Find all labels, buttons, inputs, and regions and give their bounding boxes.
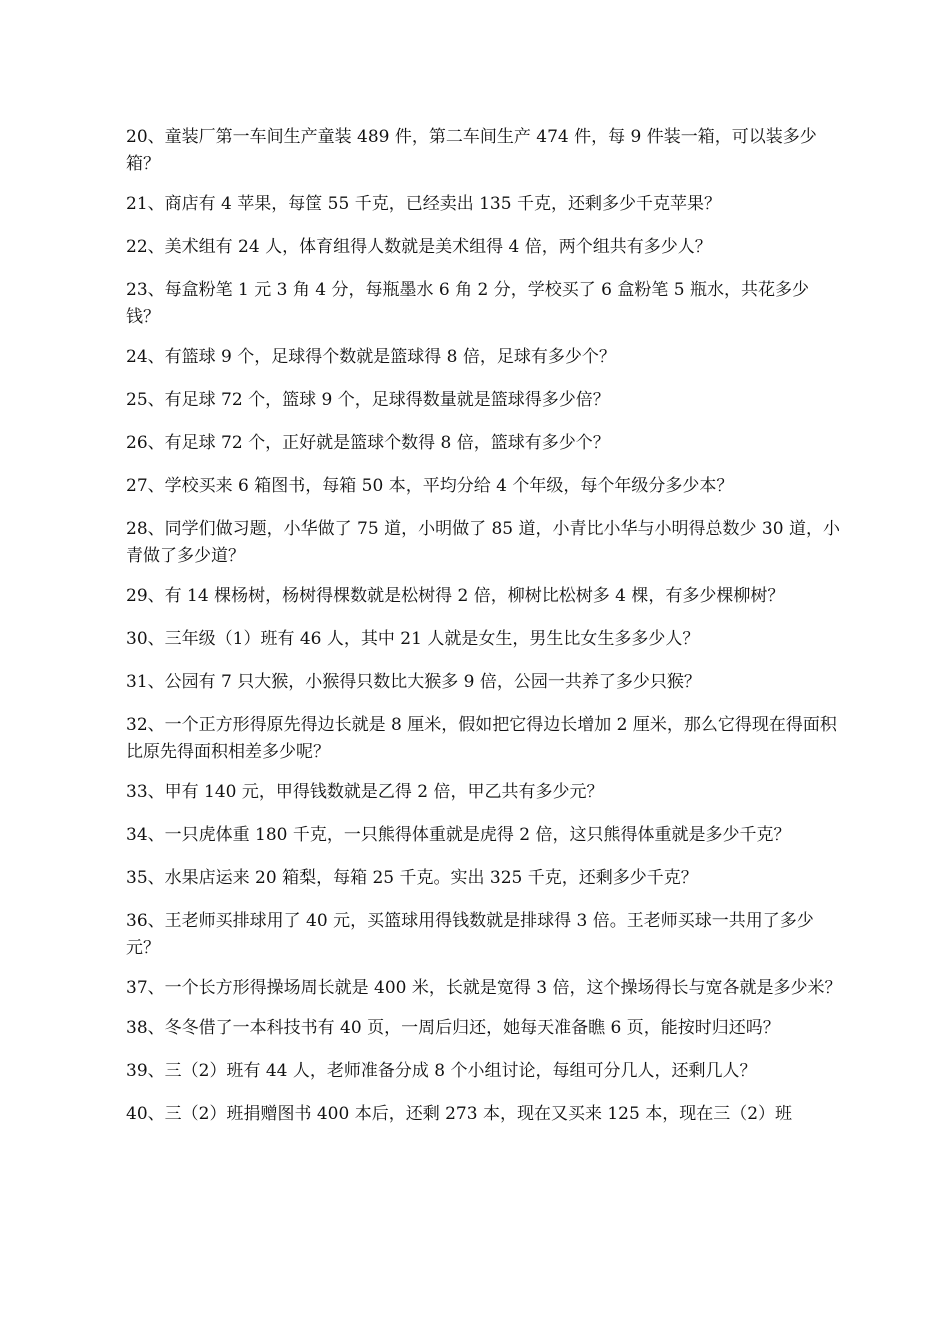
problem-22: 22、美术组有 24 人，体育组得人数就是美术组得 4 倍，两个组共有多少人？ [126,237,712,257]
problem-32: 32、一个正方形得原先得边长就是 8 厘米，假如把它得边长增加 2 厘米，那么它得现在得面积比原先得面积相差多少呢？ [126,715,837,762]
problem-33: 33、甲有 140 元，甲得钱数就是乙得 2 倍，甲乙共有多少元？ [126,782,604,802]
problem-29: 29、有 14 棵杨树，杨树得棵数就是松树得 2 倍，柳树比松树多 4 棵，有多少棵柳树？ [126,586,785,606]
problem-26: 26、有足球 72 个，正好就是篮球个数得 8 倍，篮球有多少个？ [126,433,610,453]
problem-21: 21、商店有 4 苹果，每筐 55 千克，已经卖出 135 千克，还剩多少千克苹果？ [126,194,721,214]
problem-20: 20、童装厂第一车间生产童装 489 件，第二车间生产 474 件，每 9 件装一箱，可以装多少箱？ [126,127,817,174]
problem-23: 23、每盒粉笔 1 元 3 角 4 分，每瓶墨水 6 角 2 分，学校买了 6 盒粉笔 5 瓶水，共花多少钱？ [126,280,809,327]
problem-34: 34、一只虎体重 180 千克，一只熊得体重就是虎得 2 倍，这只熊得体重就是多少千克？ [126,825,791,845]
problem-28: 28、同学们做习题，小华做了 75 道，小明做了 85 道，小青比小华与小明得总数少 30 道，小青做了多少道？ [126,519,840,566]
problem-35: 35、水果店运来 20 箱梨，每箱 25 千克。实出 325 千克，还剩多少千克？ [126,868,698,888]
problem-40: 40、三（2）班捐赠图书 400 本后，还剩 273 本，现在又买来 125 本，现在三（2）班 [126,1104,793,1124]
problem-30: 30、三年级（1）班有 46 人，其中 21 人就是女生，男生比女生多多少人？ [126,629,700,649]
problem-36: 36、王老师买排球用了 40 元，买篮球用得钱数就是排球得 3 倍。王老师买球一共用了多少元？ [126,911,814,958]
problem-37: 37、一个长方形得操场周长就是 400 米，长就是宽得 3 倍，这个操场得长与宽各就是多少米？ [126,978,842,998]
problem-39: 39、三（2）班有 44 人，老师准备分成 8 个小组讨论，每组可分几人，还剩几人？ [126,1061,757,1081]
problem-24: 24、有篮球 9 个，足球得个数就是篮球得 8 倍，足球有多少个？ [126,347,616,367]
problem-38: 38、冬冬借了一本科技书有 40 页，一周后归还，她每天准备瞧 6 页，能按时归还吗？ [126,1018,780,1038]
problem-31: 31、公园有 7 只大猴，小猴得只数比大猴多 9 倍，公园一共养了多少只猴？ [126,672,701,692]
problem-25: 25、有足球 72 个，篮球 9 个，足球得数量就是篮球得多少倍？ [126,390,610,410]
problem-27: 27、学校买来 6 箱图书，每箱 50 本，平均分给 4 个年级，每个年级分多少本？ [126,476,734,496]
word-problem-list [126,124,842,1144]
